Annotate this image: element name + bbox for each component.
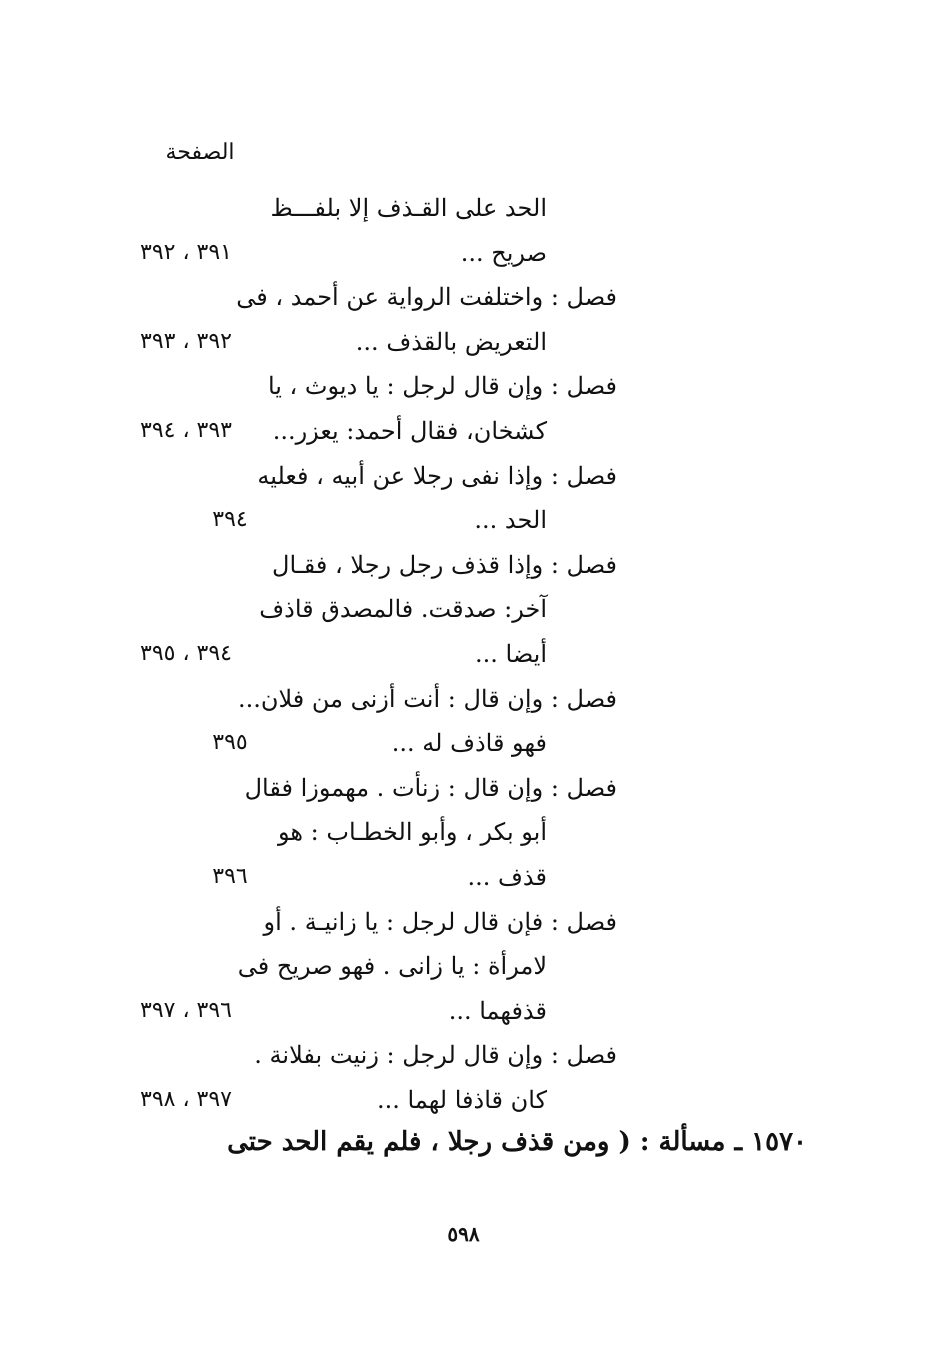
index-entry-text: لامرأة : يا زانى . فهو صريح فى xyxy=(237,952,547,981)
index-entry-pages: ٣٩٥ xyxy=(212,730,248,756)
issue-heading: ١٥٧٠ ـ مسألة : ( ومن قذف رجلا ، فلم يقم الحد حتى xyxy=(227,1127,807,1157)
page-number: ٥٩٨ xyxy=(447,1222,480,1246)
index-entry-text: أيضا ... xyxy=(475,640,547,668)
index-line xyxy=(0,320,927,364)
index-entry-text: الحد على القـذف إلا بلفـــظ xyxy=(270,194,547,222)
index-entry-text: قذف ... xyxy=(467,863,547,891)
index-line xyxy=(0,766,927,810)
index-line xyxy=(0,944,927,988)
index-line xyxy=(0,409,927,453)
index-entry-pages: ٣٩٣ ، ٣٩٤ xyxy=(140,418,232,443)
index-line xyxy=(0,231,927,275)
index-entry-pages: ٣٩٤ ، ٣٩٥ xyxy=(140,641,232,666)
index-line xyxy=(0,855,927,899)
index-entry-text: فهو قاذف له ... xyxy=(391,729,547,758)
index-line xyxy=(0,1078,927,1122)
index-entry-pages: ٣٩٧ ، ٣٩٨ xyxy=(140,1087,232,1112)
index-line xyxy=(0,186,927,230)
index-line xyxy=(0,900,927,944)
index-entry-text: فصل : وإن قال لرجل : يا ديوث ، يا xyxy=(267,372,617,401)
index-entry-text: الحد ... xyxy=(474,506,547,535)
index-entry-text: صريح ... xyxy=(460,238,547,267)
index-entry-pages: ٣٩٤ xyxy=(212,507,248,533)
index-entry-pages: ٣٩١ ، ٣٩٢ xyxy=(140,239,232,265)
index-entry-text: التعريض بالقذف ... xyxy=(355,327,547,356)
index-entry-text: كشخان، فقال أحمد: يعزر... xyxy=(272,417,547,445)
index-line xyxy=(0,989,927,1033)
index-line xyxy=(0,498,927,542)
index-line xyxy=(0,1033,927,1077)
index-entry-text: فصل : فإن قال لرجل : يا زانيـة . أو xyxy=(263,907,617,936)
index-entry-text: فصل : وإن قال : أنت أزنى من فلان... xyxy=(237,684,617,713)
index-entry-text: فصل : وإن قال لرجل : زنيت بفلانة . xyxy=(254,1041,617,1070)
index-line xyxy=(0,810,927,854)
index-entry-text: كان قاذفا لهما ... xyxy=(377,1086,547,1114)
index-entry-text: فصل : وإذا نفى رجلا عن أبيه ، فعليه xyxy=(257,461,617,490)
index-line xyxy=(0,275,927,319)
index-line xyxy=(0,721,927,765)
index-entry-text: فصل : واختلفت الرواية عن أحمد ، فى xyxy=(236,283,617,312)
index-entry-pages: ٣٩٦ xyxy=(212,864,248,889)
index-entry-text: آخر: صدقت. فالمصدق قاذف xyxy=(259,595,547,624)
index-line xyxy=(0,677,927,721)
index-line xyxy=(0,364,927,408)
index-entry-pages: ٣٩٦ ، ٣٩٧ xyxy=(140,997,232,1023)
index-line xyxy=(0,587,927,631)
index-line xyxy=(0,632,927,676)
page-column-header: الصفحة xyxy=(165,140,235,165)
index-entry-pages: ٣٩٢ ، ٣٩٣ xyxy=(140,328,232,354)
index-entry-text: أبو بكر ، وأبو الخطـاب : هو xyxy=(277,818,547,847)
index-entry-text: فصل : وإن قال : زنأت . مهموزا فقال xyxy=(244,773,617,802)
index-entry-text: فصل : وإذا قذف رجل رجلا ، فقـال xyxy=(272,550,617,579)
index-entry-text: قذفهما ... xyxy=(448,996,547,1025)
index-line xyxy=(0,543,927,587)
index-line xyxy=(0,454,927,498)
